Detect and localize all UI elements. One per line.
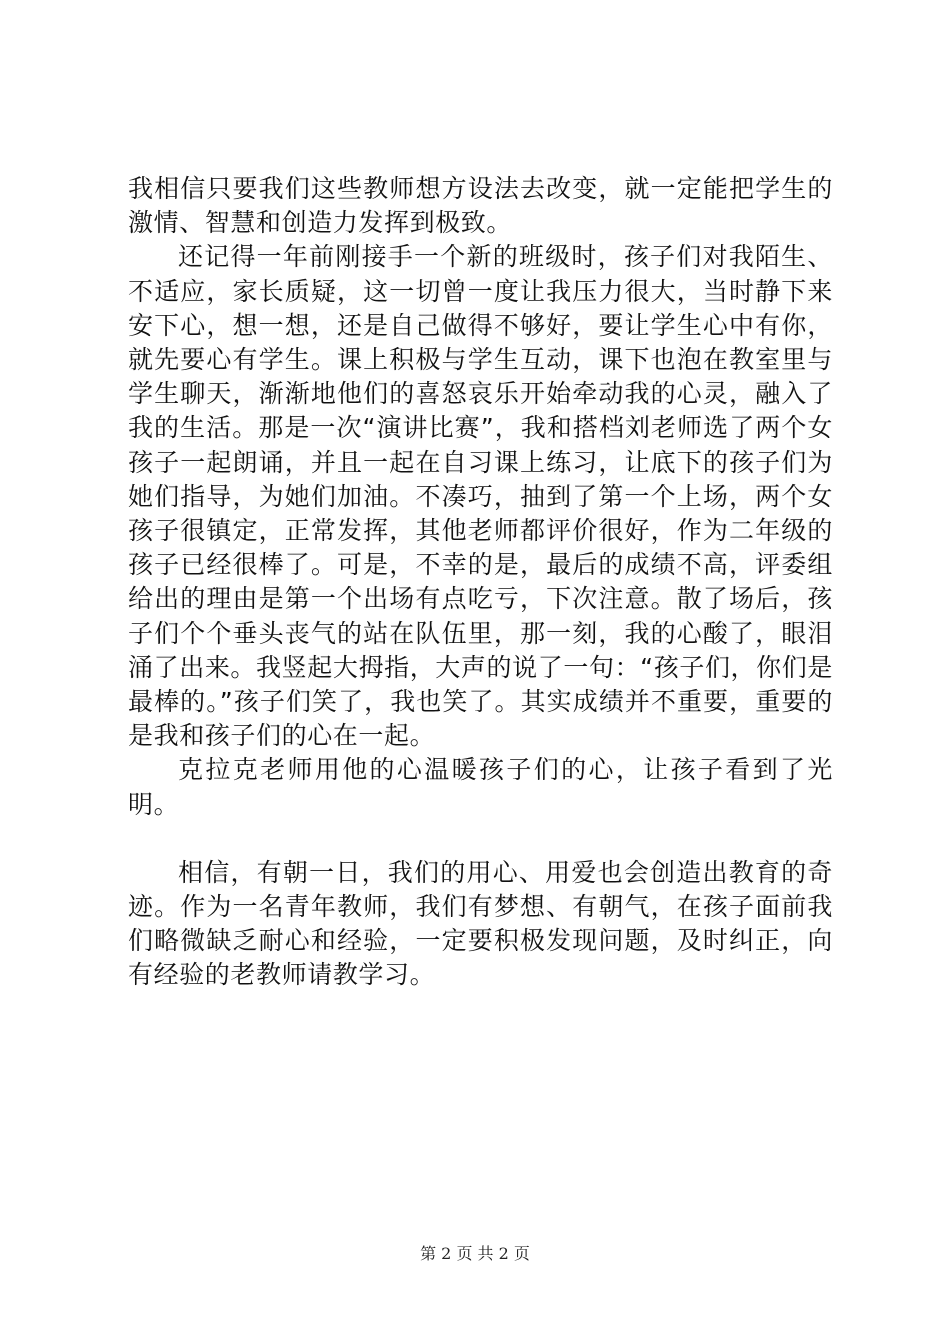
paragraph-4: 相信，有朝一日，我们的用心、用爱也会创造出教育的奇迹。作为一名青年教师，我们有梦想、有朝气，在孩子面前我们略微缺乏耐心和经验，一定要积极发现问题，及时纠正，向有经验的老教师请教学习。 — [128, 857, 833, 990]
document-body — [128, 172, 833, 993]
paragraph-gap — [128, 822, 833, 856]
paragraph-1: 我相信只要我们这些教师想方设法去改变，就一定能把学生的激情、智慧和创造力发挥到极致。 — [128, 174, 833, 238]
page-number-footer: 第 2 页 共 2 页 — [420, 1244, 530, 1263]
paragraph-2: 还记得一年前刚接手一个新的班级时，孩子们对我陌生、不适应，家长质疑，这一切曾一度让我压力很大，当时静下来安下心，想一想，还是自己做得不够好，要让学生心中有你，就先要心有学生。课上积极与学生互动，课下也泡在教室里与学生聊天，渐渐地他们的喜怒哀乐开始牵动我的心灵，融入了我的生活。那是一次“演讲比赛”，我和搭档刘老师选了两个女孩子一起朗诵，并且一起在自习课上练习，让底下的孩子们为她们指导，为她们加油。不凑巧，抽到了第一个上场，两个女孩子很镇定，正常发挥，其他老师都评价很好，作为二年级的孩子已经很棒了。可是，不幸的是，最后的成绩不高，评委组给出的理由是第一个出场有点吃亏，下次注意。散了场后，孩子们个个垂头丧气的站在队伍里，那一刻，我的心酸了，眼泪涌了出来。我竖起大拇指，大声的说了一句：“孩子们，你们是最棒的。”孩子们笑了，我也笑了。其实成绩并不重要，重要的是我和孩子们的心在一起。 — [128, 242, 833, 751]
paragraph-3: 克拉克老师用他的心温暖孩子们的心，让孩子看到了光明。 — [128, 755, 833, 819]
